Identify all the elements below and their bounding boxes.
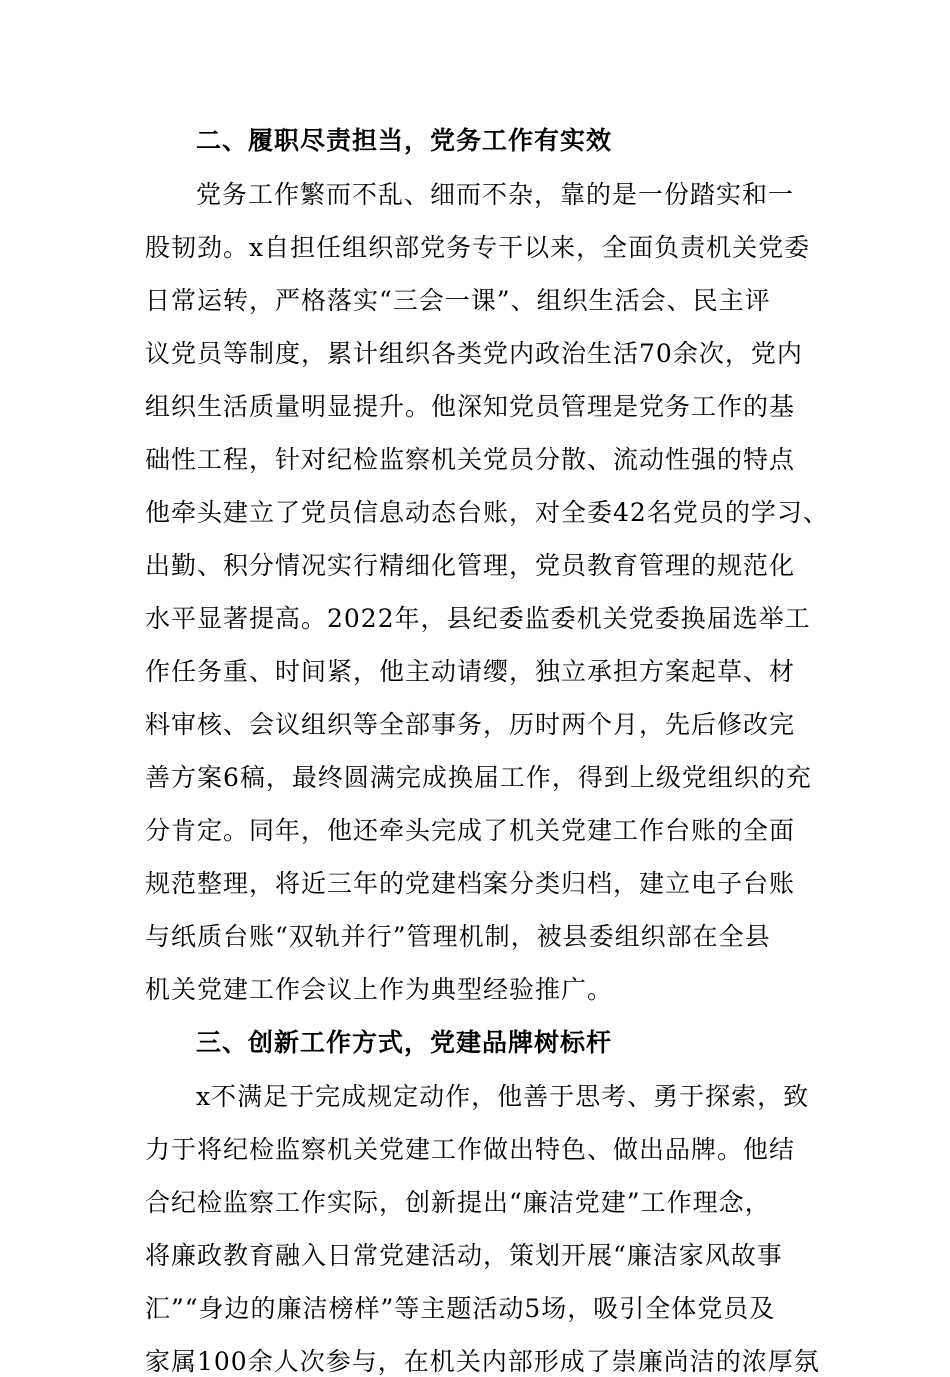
paragraph-line: 他牵头建立了党员信息动态台账，对全委42名党员的学习、 — [145, 498, 829, 527]
paragraph-line: 组织生活质量明显提升。他深知党员管理是党务工作的基 — [145, 392, 796, 421]
paragraph-line: 分肯定。同年，他还牵头完成了机关党建工作台账的全面 — [145, 816, 796, 845]
paragraph-line: 料审核、会议组织等全部事务，历时两个月，先后修改完 — [145, 710, 796, 739]
paragraph-line: 合纪检监察工作实际，创新提出“廉洁党建”工作理念， — [145, 1188, 771, 1217]
section-heading-2: 二、履职尽责担当，党务工作有实效 — [196, 126, 613, 155]
paragraph-line: 础性工程，针对纪检监察机关党员分散、流动性强的特点 — [145, 445, 796, 474]
paragraph-line: x不满足于完成规定动作，他善于思考、勇于探索，致 — [196, 1082, 810, 1111]
paragraph-line: 议党员等制度，累计组织各类党内政治生活70余次，党内 — [145, 339, 803, 368]
paragraph-line: 与纸质台账“双轨并行”管理机制，被县委组织部在全县 — [145, 922, 771, 951]
paragraph-line: 水平显著提高。2022年，县纪委监委机关党委换届选举工 — [145, 604, 811, 633]
paragraph-line: 出勤、积分情况实行精细化管理，党员教育管理的规范化 — [145, 551, 796, 580]
paragraph-line: 日常运转，严格落实“三会一课”、组织生活会、民主评 — [145, 286, 771, 315]
paragraph-line: 善方案6稿，最终圆满完成换届工作，得到上级党组织的充 — [145, 763, 812, 792]
paragraph-line: 将廉政教育融入日常党建活动，策划开展“廉洁家风故事 — [145, 1241, 783, 1270]
paragraph-line: 汇”“身边的廉洁榜样”等主题活动5场，吸引全体党员及 — [145, 1294, 776, 1323]
paragraph-line: 股韧劲。x自担任组织部党务专干以来，全面负责机关党委 — [145, 233, 811, 262]
paragraph-line: 规范整理，将近三年的党建档案分类归档，建立电子台账 — [145, 869, 796, 898]
paragraph-line: 党务工作繁而不乱、细而不杂，靠的是一份踏实和一 — [196, 180, 795, 209]
paragraph-line: 作任务重、时间紧，他主动请缨，独立承担方案起草、材 — [145, 657, 796, 686]
paragraph-line: 家属100余人次参与，在机关内部形成了崇廉尚洁的浓厚氛 — [145, 1347, 820, 1376]
section-heading-3: 三、创新工作方式，党建品牌树标杆 — [196, 1028, 613, 1057]
paragraph-line: 机关党建工作会议上作为典型经验推广。 — [145, 975, 614, 1004]
paragraph-line: 力于将纪检监察机关党建工作做出特色、做出品牌。他结 — [145, 1135, 796, 1164]
